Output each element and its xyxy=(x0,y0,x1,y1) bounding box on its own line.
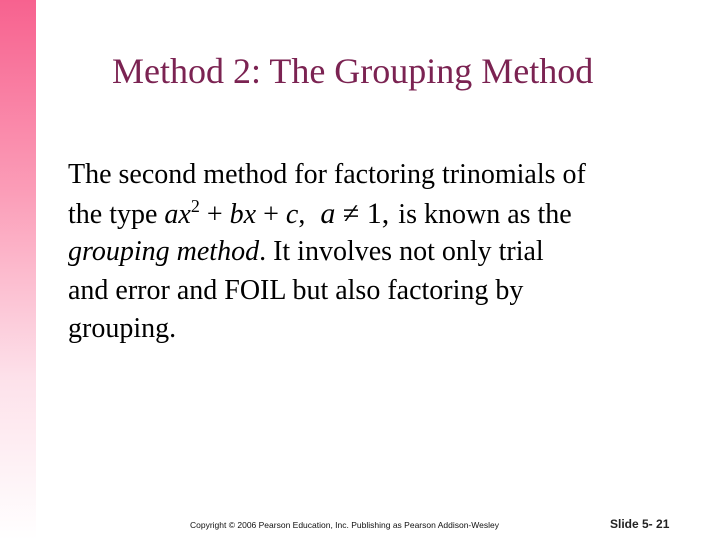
term-c: c xyxy=(285,198,299,230)
term-bx: bx xyxy=(229,198,257,230)
side-gradient-stripe xyxy=(0,0,36,540)
body-line-3 xyxy=(68,233,668,272)
footer-copyright: Copyright © 2006 Pearson Education, Inc. Publishing as Pearson Addison-Wesley xyxy=(190,520,499,530)
term-grouping-method: grouping method xyxy=(68,236,260,267)
plus-sign: + xyxy=(199,198,230,230)
text-known-as: is known as the xyxy=(391,198,572,230)
ineq-one: 1, xyxy=(366,196,390,230)
body-line-1: The second method for factoring trinomials of xyxy=(68,159,586,190)
not-equal-sign: ≠ xyxy=(335,196,367,230)
plus-sign: + xyxy=(256,198,286,230)
body-line-5: grouping. xyxy=(68,313,177,344)
body-line-4: and error and FOIL but also factoring by xyxy=(68,274,524,306)
slide-body xyxy=(68,156,668,349)
exponent: 2 xyxy=(190,195,200,216)
body-line-2 xyxy=(68,195,668,234)
slide-title: Method 2: The Grouping Method xyxy=(112,51,594,91)
text-the-type: the type xyxy=(68,198,165,230)
term-ax: ax xyxy=(164,198,191,230)
ineq-a: a xyxy=(320,196,336,230)
text-trial: . It involves not only trial xyxy=(259,236,544,267)
slide-number: Slide 5- 21 xyxy=(610,517,670,531)
inequality-condition xyxy=(320,195,389,234)
comma: , xyxy=(298,198,313,230)
